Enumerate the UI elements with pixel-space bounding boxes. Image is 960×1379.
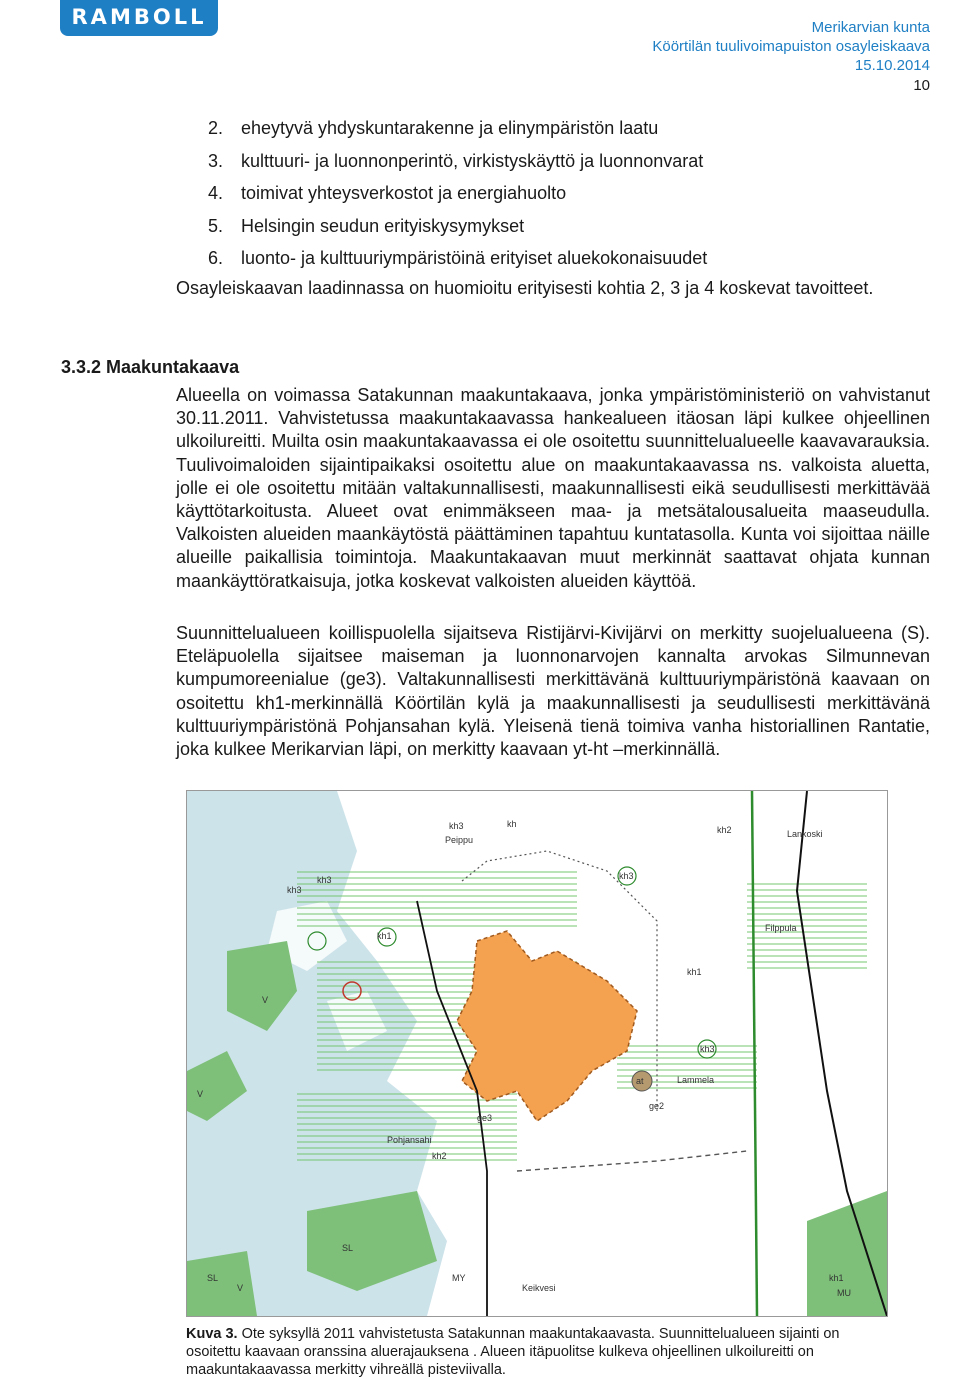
- map-label: Lammela: [677, 1075, 715, 1085]
- paragraph-1: Alueella on voimassa Satakunnan maakuntakaava, jonka ympäristöministeriö on vahvistanut 30.11.2011. Vahvistetussa maakuntakaavassa hankealueen itäosan läpi kulkee ohjeellinen ulkoilureitti. Muilta osin maakuntakaavassa ei ole osoitettu suunnittelualueelle kaavavarauksia. Tuulivoimaloiden sijaintipaikaksi osoitettu alue on maakuntakaavassa ns. valkoista aluetta, jolle ei ole osoitettu mitään valtakunnallisesti, maakunnallisesti eikä seudullisesti merkittävää käyttötarkoitusta. Alueet ovat enimmäkseen maa- ja metsätalousalueita maaseudulla. Valkoisten alueiden maankäytöstä päättäminen tapahtuu kuntatasolla. Kunta voi sijoittaa näille alueille paikallisia toimintoja. Maakuntakaavan muut merkinnät saattavat ohjata kunnan maankäyttöratkaisuja, jotka koskevat valkoisten alueiden käyttöä.: [176, 385, 930, 591]
- map-label: kh1: [377, 931, 392, 941]
- list-item: 2. eheytyvä yhdyskuntarakenne ja elinympäristön laatu: [208, 118, 659, 138]
- map-label: kh3: [449, 821, 464, 831]
- map-label: MU: [837, 1288, 851, 1298]
- list-item: 6. luonto- ja kulttuuriympäristöinä erityiset aluekokonaisuudet: [208, 248, 708, 268]
- map-label: kh3: [287, 885, 302, 895]
- caption-label: Kuva 3.: [186, 1326, 238, 1342]
- map-label: V: [237, 1283, 244, 1293]
- list-item: 4. toimivat yhteysverkostot ja energiahuolto: [208, 183, 567, 203]
- map-label: kh2: [432, 1151, 447, 1161]
- ramboll-logo: [60, 0, 218, 36]
- map-label: kh3: [317, 875, 332, 885]
- map-label: kh: [507, 819, 517, 829]
- map-label: Peippu: [445, 835, 474, 845]
- map-label: V: [197, 1089, 204, 1099]
- map-label: kh1: [687, 967, 702, 977]
- intro-paragraph: Osayleiskaavan laadinnassa on huomioitu erityisesti kohtia 2, 3 ja 4 koskevat tavoitteet.: [176, 278, 874, 298]
- map-label: kh3: [619, 871, 634, 881]
- map-label: at: [636, 1076, 644, 1086]
- logo-text: RAMBOLL: [71, 5, 207, 29]
- map-label: Keikvesi: [522, 1283, 556, 1293]
- map-image: [187, 791, 887, 1316]
- map-label: kh1: [829, 1273, 844, 1283]
- map-label: kh2: [717, 825, 732, 835]
- section-heading: 3.3.2 Maakuntakaava: [61, 357, 240, 377]
- page-number: 10: [913, 77, 930, 94]
- list-item: 5. Helsingin seudun erityiskysymykset: [208, 215, 525, 236]
- map-label: ge3: [477, 1113, 493, 1123]
- list-item: 3. kulttuuri- ja luonnonperintö, virkistyskäyttö ja luonnonvarat: [208, 150, 704, 171]
- header-client: Merikarvian kunta: [811, 19, 930, 36]
- map-label: Lankoski: [787, 829, 823, 839]
- goals-list: [208, 112, 707, 275]
- map-label: kh3: [700, 1044, 715, 1054]
- header-project: Köörtilän tuulivoimapuiston osayleiskaava: [652, 38, 930, 55]
- map-label: Pohjansahi: [387, 1135, 432, 1145]
- figure-caption: [186, 1325, 886, 1379]
- map-label: MY: [452, 1273, 466, 1283]
- caption-text: Ote syksyllä 2011 vahvistetusta Satakunnan maakuntakaavasta. Suunnittelualueen sijainti on osoitettu kaavaan oranssina aluerajauksena . Alueen itäpuolitse kulkeva ohjeellinen ulkoilureitti on maakuntakaavassa merkitty vihreällä pisteviivalla.: [186, 1326, 840, 1378]
- regional-plan-map: [186, 790, 888, 1317]
- map-label: Filppula: [765, 923, 797, 933]
- map-label: SL: [207, 1273, 219, 1283]
- map-label: ge2: [649, 1101, 665, 1111]
- map-label: SL: [342, 1243, 354, 1253]
- header-date: 15.10.2014: [854, 57, 930, 74]
- paragraph-2: Suunnittelualueen koillispuolella sijaitseva Ristijärvi-Kivijärvi on merkitty suojelualueena (S). Eteläpuolella sijaitsee maiseman ja luonnonarvojen kannalta arvokas Silmunnevan kumpumoreenialue (ge3). Valtakunnallisesti merkittävänä kulttuuriympäristönä kaavaan on osoitettu kh1-merkinnällä Köörtilän kylä ja maakunnallisesti ja seudullisesti merkittävänä kulttuuriympäristönä Pohjansahan kylä. Yleisenä tienä toimiva vanha historiallinen Rantatie, joka kulkee Merikarvian läpi, on merkitty kaavaan yt-ht –merkinnällä.: [176, 623, 930, 760]
- map-label: V: [262, 995, 269, 1005]
